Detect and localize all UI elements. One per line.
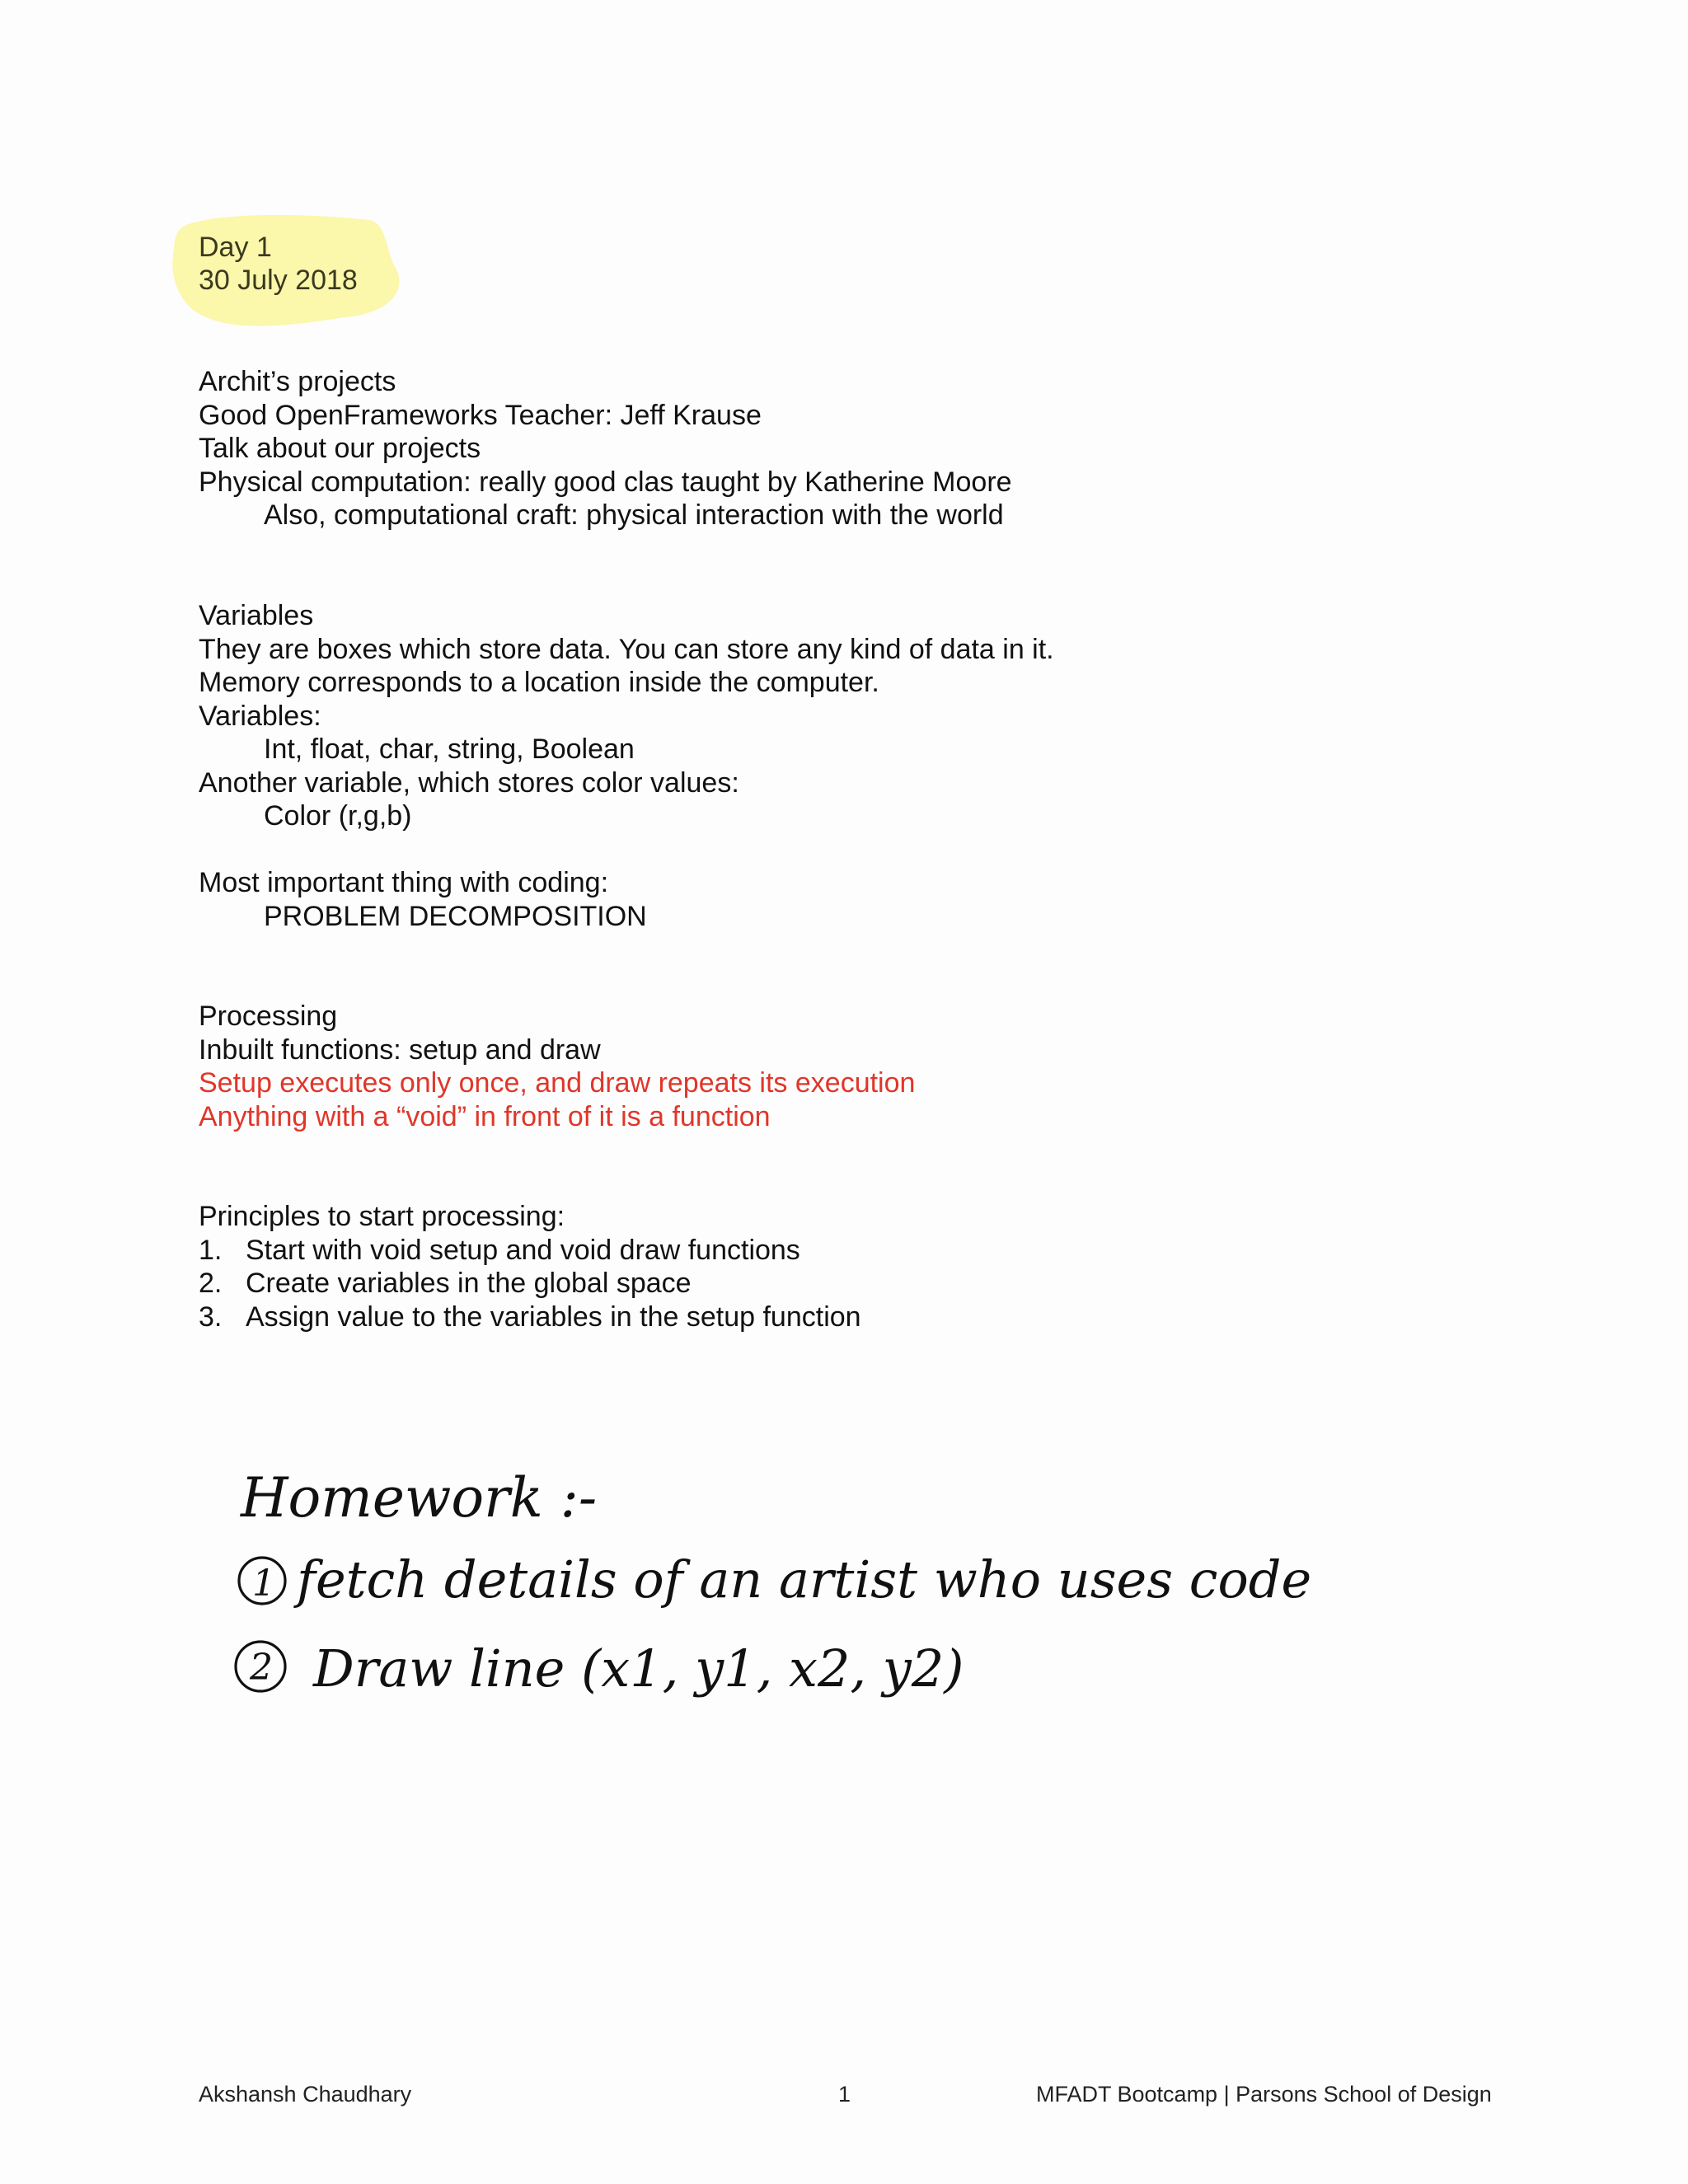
variables-heading: Variables <box>199 600 314 631</box>
footer-author: Akshansh Chaudhary <box>199 2082 412 2107</box>
variables-line: Variables: <box>199 700 321 732</box>
day-label: Day 1 <box>199 232 272 263</box>
handwriting-item-1: fetch details of an artist who uses code <box>297 1549 1312 1610</box>
intro-section <box>199 365 1012 532</box>
important-heading: Most important thing with coding: <box>199 867 609 898</box>
date-header <box>199 231 358 297</box>
intro-line-indented: Also, computational craft: physical interaction with the world <box>264 499 1004 531</box>
handwriting-title: Homework :- <box>241 1466 598 1530</box>
item-number: 1. <box>199 1234 223 1266</box>
date-label: 30 July 2018 <box>199 265 358 296</box>
principles-section <box>199 1200 861 1333</box>
variables-section <box>199 599 1054 833</box>
variables-color: Color (r,g,b) <box>264 800 412 832</box>
important-section <box>199 866 647 933</box>
variables-line: They are boxes which store data. You can store any kind of data in it. <box>199 633 1054 665</box>
svg-text:1: 1 <box>252 1563 275 1605</box>
important-value: PROBLEM DECOMPOSITION <box>264 900 647 932</box>
handwritten-homework <box>223 1434 1312 1706</box>
variables-line: Memory corresponds to a location inside the computer. <box>199 667 879 698</box>
processing-note: Setup executes only once, and draw repeats its execution <box>199 1067 916 1099</box>
item-text: Assign value to the variables in the setup function <box>246 1301 861 1333</box>
footer-course: MFADT Bootcamp | Parsons School of Design <box>1036 2082 1492 2107</box>
item-number: 2. <box>199 1268 223 1299</box>
principles-heading: Principles to start processing: <box>199 1201 565 1232</box>
variables-types: Int, float, char, string, Boolean <box>264 733 635 765</box>
item-text: Create variables in the global space <box>246 1268 692 1299</box>
processing-line: Inbuilt functions: setup and draw <box>199 1033 601 1066</box>
handwriting-item-2: Draw line (x1, y1, x2, y2) <box>313 1638 964 1699</box>
footer-page-number: 1 <box>838 2082 851 2107</box>
intro-line: Talk about our projects <box>199 433 481 464</box>
svg-text:2: 2 <box>250 1647 273 1689</box>
processing-heading: Processing <box>199 1001 338 1032</box>
item-text: Start with void setup and void draw functions <box>246 1234 800 1266</box>
processing-section <box>199 1000 915 1133</box>
item-number: 3. <box>199 1301 223 1333</box>
intro-line: Good OpenFrameworks Teacher: Jeff Krause <box>199 399 762 431</box>
principles-item <box>199 1234 861 1268</box>
principles-item <box>199 1267 861 1301</box>
principles-item <box>199 1301 861 1334</box>
intro-line: Physical computation: really good clas taught by Katherine Moore <box>199 466 1012 498</box>
processing-note: Anything with a “void” in front of it is a function <box>199 1100 771 1132</box>
intro-line: Archit’s projects <box>199 366 396 397</box>
variables-line: Another variable, which stores color values: <box>199 766 739 799</box>
